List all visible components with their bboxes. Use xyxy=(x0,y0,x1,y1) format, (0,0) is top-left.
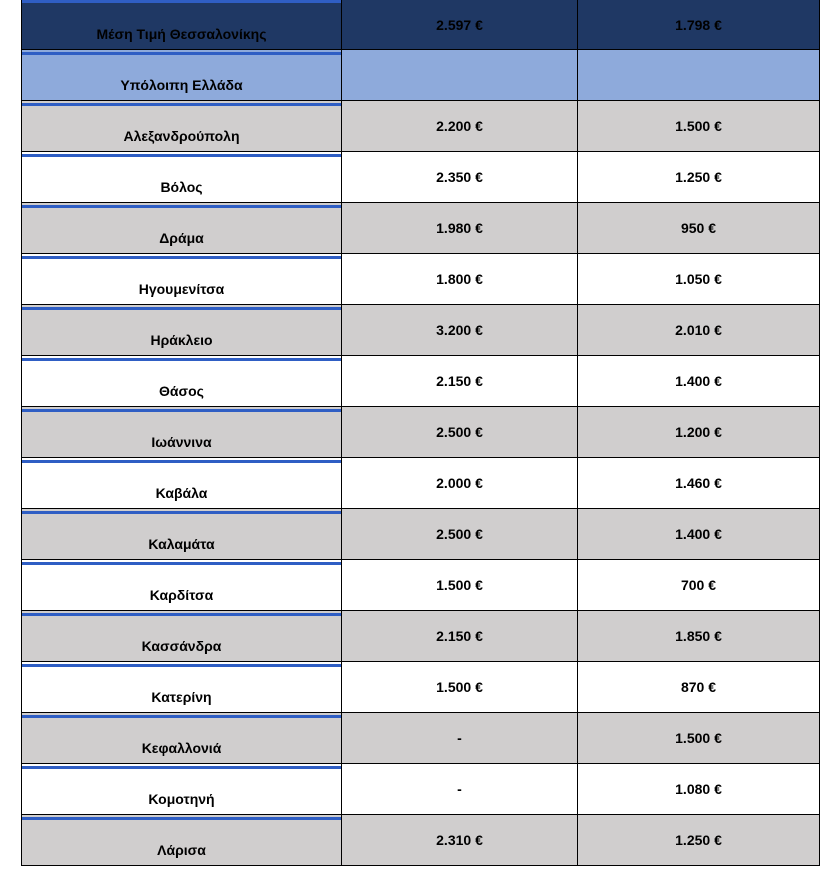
city-cell xyxy=(22,764,342,815)
price-value-2: 700 € xyxy=(680,577,717,593)
city-cell xyxy=(22,0,342,50)
city-name: Ιωάννινα xyxy=(151,434,212,450)
table-row xyxy=(22,305,820,356)
row-accent-bar xyxy=(22,256,341,259)
price-cell-1 xyxy=(342,713,578,764)
city-name: Υπόλοιπη Ελλάδα xyxy=(120,77,243,93)
city-name: Βόλος xyxy=(160,179,203,195)
table-row xyxy=(22,611,820,662)
price-value-1: 1.500 € xyxy=(436,679,483,695)
price-cell-1 xyxy=(342,611,578,662)
price-cell-2 xyxy=(578,815,820,866)
city-name: Κασσάνδρα xyxy=(141,638,222,654)
row-accent-bar xyxy=(22,766,341,769)
row-accent-bar xyxy=(22,205,341,208)
price-cell-1 xyxy=(342,254,578,305)
city-name: Θάσος xyxy=(159,383,204,399)
price-value-1: 1.800 € xyxy=(436,271,483,287)
table-row xyxy=(22,509,820,560)
row-accent-bar xyxy=(22,103,341,106)
city-name: Ηγουμενίτσα xyxy=(138,281,225,297)
price-cell-2 xyxy=(578,254,820,305)
city-cell xyxy=(22,713,342,764)
city-cell xyxy=(22,458,342,509)
price-value-2: 1.250 € xyxy=(675,169,722,185)
city-cell xyxy=(22,203,342,254)
price-cell-2 xyxy=(578,662,820,713)
price-value-2: 2.010 € xyxy=(675,322,722,338)
city-name: Κομοτηνή xyxy=(148,791,215,807)
price-value-2: 1.050 € xyxy=(675,271,722,287)
city-name: Κατερίνη xyxy=(151,689,212,705)
price-cell-1 xyxy=(342,101,578,152)
city-cell xyxy=(22,152,342,203)
price-value-2: 1.400 € xyxy=(675,373,722,389)
city-cell xyxy=(22,611,342,662)
row-accent-bar xyxy=(22,0,341,3)
city-name: Μέση Τιμή Θεσσαλονίκης xyxy=(96,26,267,42)
city-cell xyxy=(22,815,342,866)
price-value-1: 2.200 € xyxy=(436,118,483,134)
price-value-1: 1.980 € xyxy=(436,220,483,236)
price-value-1: 2.310 € xyxy=(436,832,483,848)
price-cell-1 xyxy=(342,0,578,50)
city-name: Λάρισα xyxy=(157,842,206,858)
table-row xyxy=(22,356,820,407)
price-table-body xyxy=(22,0,820,866)
price-cell-2 xyxy=(578,407,820,458)
price-value-1: 2.597 € xyxy=(436,16,483,33)
city-name: Ηράκλειο xyxy=(150,332,213,348)
city-name: Καρδίτσα xyxy=(149,587,214,603)
row-accent-bar xyxy=(22,52,341,55)
price-value-2: 1.080 € xyxy=(675,781,722,797)
city-name: Αλεξανδρούπολη xyxy=(123,128,240,144)
table-row xyxy=(22,50,820,101)
price-value-2: 950 € xyxy=(680,220,717,236)
table-row xyxy=(22,203,820,254)
table-row xyxy=(22,101,820,152)
price-cell-2 xyxy=(578,152,820,203)
price-value-1: 2.500 € xyxy=(436,424,483,440)
price-cell-1 xyxy=(342,764,578,815)
price-value-2: 1.250 € xyxy=(675,832,722,848)
price-cell-1 xyxy=(342,815,578,866)
row-accent-bar xyxy=(22,664,341,667)
city-name: Κεφαλλονιά xyxy=(141,740,222,756)
price-value-2: 870 € xyxy=(680,679,717,695)
row-accent-bar xyxy=(22,715,341,718)
row-accent-bar xyxy=(22,358,341,361)
row-accent-bar xyxy=(22,817,341,820)
price-value-2: 1.460 € xyxy=(675,475,722,491)
price-value-2: 1.500 € xyxy=(675,730,722,746)
price-cell-1 xyxy=(342,407,578,458)
table-row xyxy=(22,0,820,50)
price-value-1: 1.500 € xyxy=(436,577,483,593)
price-cell-1 xyxy=(342,458,578,509)
table-row xyxy=(22,407,820,458)
row-accent-bar xyxy=(22,409,341,412)
price-cell-2 xyxy=(578,356,820,407)
price-value-1: 3.200 € xyxy=(436,322,483,338)
row-accent-bar xyxy=(22,562,341,565)
city-cell xyxy=(22,305,342,356)
price-cell-2 xyxy=(578,560,820,611)
price-cell-1 xyxy=(342,305,578,356)
table-row xyxy=(22,764,820,815)
price-cell-1 xyxy=(342,662,578,713)
row-accent-bar xyxy=(22,613,341,616)
price-cell-1 xyxy=(342,203,578,254)
price-value-1: 2.150 € xyxy=(436,373,483,389)
city-name: Καλαμάτα xyxy=(148,536,215,552)
price-cell-1 xyxy=(342,356,578,407)
price-value-1: 2.500 € xyxy=(436,526,483,542)
price-cell-2 xyxy=(578,764,820,815)
price-value-1: - xyxy=(457,730,462,746)
city-name: Καβάλα xyxy=(155,485,208,501)
city-cell xyxy=(22,560,342,611)
row-accent-bar xyxy=(22,307,341,310)
price-cell-2 xyxy=(578,509,820,560)
price-value-1: 2.150 € xyxy=(436,628,483,644)
row-accent-bar xyxy=(22,511,341,514)
price-value-1: 2.000 € xyxy=(436,475,483,491)
table-row xyxy=(22,713,820,764)
city-cell xyxy=(22,407,342,458)
price-cell-2 xyxy=(578,50,820,101)
table-row xyxy=(22,458,820,509)
price-value-2: 1.200 € xyxy=(675,424,722,440)
price-value-1: - xyxy=(457,781,462,797)
price-cell-2 xyxy=(578,305,820,356)
price-cell-2 xyxy=(578,458,820,509)
price-table xyxy=(21,0,820,866)
price-cell-2 xyxy=(578,0,820,50)
price-cell-1 xyxy=(342,50,578,101)
price-cell-2 xyxy=(578,713,820,764)
table-row xyxy=(22,254,820,305)
city-cell xyxy=(22,50,342,101)
price-cell-1 xyxy=(342,560,578,611)
row-accent-bar xyxy=(22,460,341,463)
table-row xyxy=(22,152,820,203)
price-value-1: 2.350 € xyxy=(436,169,483,185)
price-cell-2 xyxy=(578,101,820,152)
city-cell xyxy=(22,101,342,152)
city-cell xyxy=(22,254,342,305)
price-value-2: 1.798 € xyxy=(675,16,722,33)
price-cell-1 xyxy=(342,152,578,203)
city-name: Δράμα xyxy=(159,230,204,246)
table-row xyxy=(22,560,820,611)
price-cell-2 xyxy=(578,611,820,662)
price-value-2: 1.400 € xyxy=(675,526,722,542)
city-cell xyxy=(22,509,342,560)
price-value-2: 1.500 € xyxy=(675,118,722,134)
city-cell xyxy=(22,662,342,713)
price-value-2: 1.850 € xyxy=(675,628,722,644)
city-cell xyxy=(22,356,342,407)
row-accent-bar xyxy=(22,154,341,157)
table-row xyxy=(22,815,820,866)
price-cell-2 xyxy=(578,203,820,254)
price-cell-1 xyxy=(342,509,578,560)
table-row xyxy=(22,662,820,713)
